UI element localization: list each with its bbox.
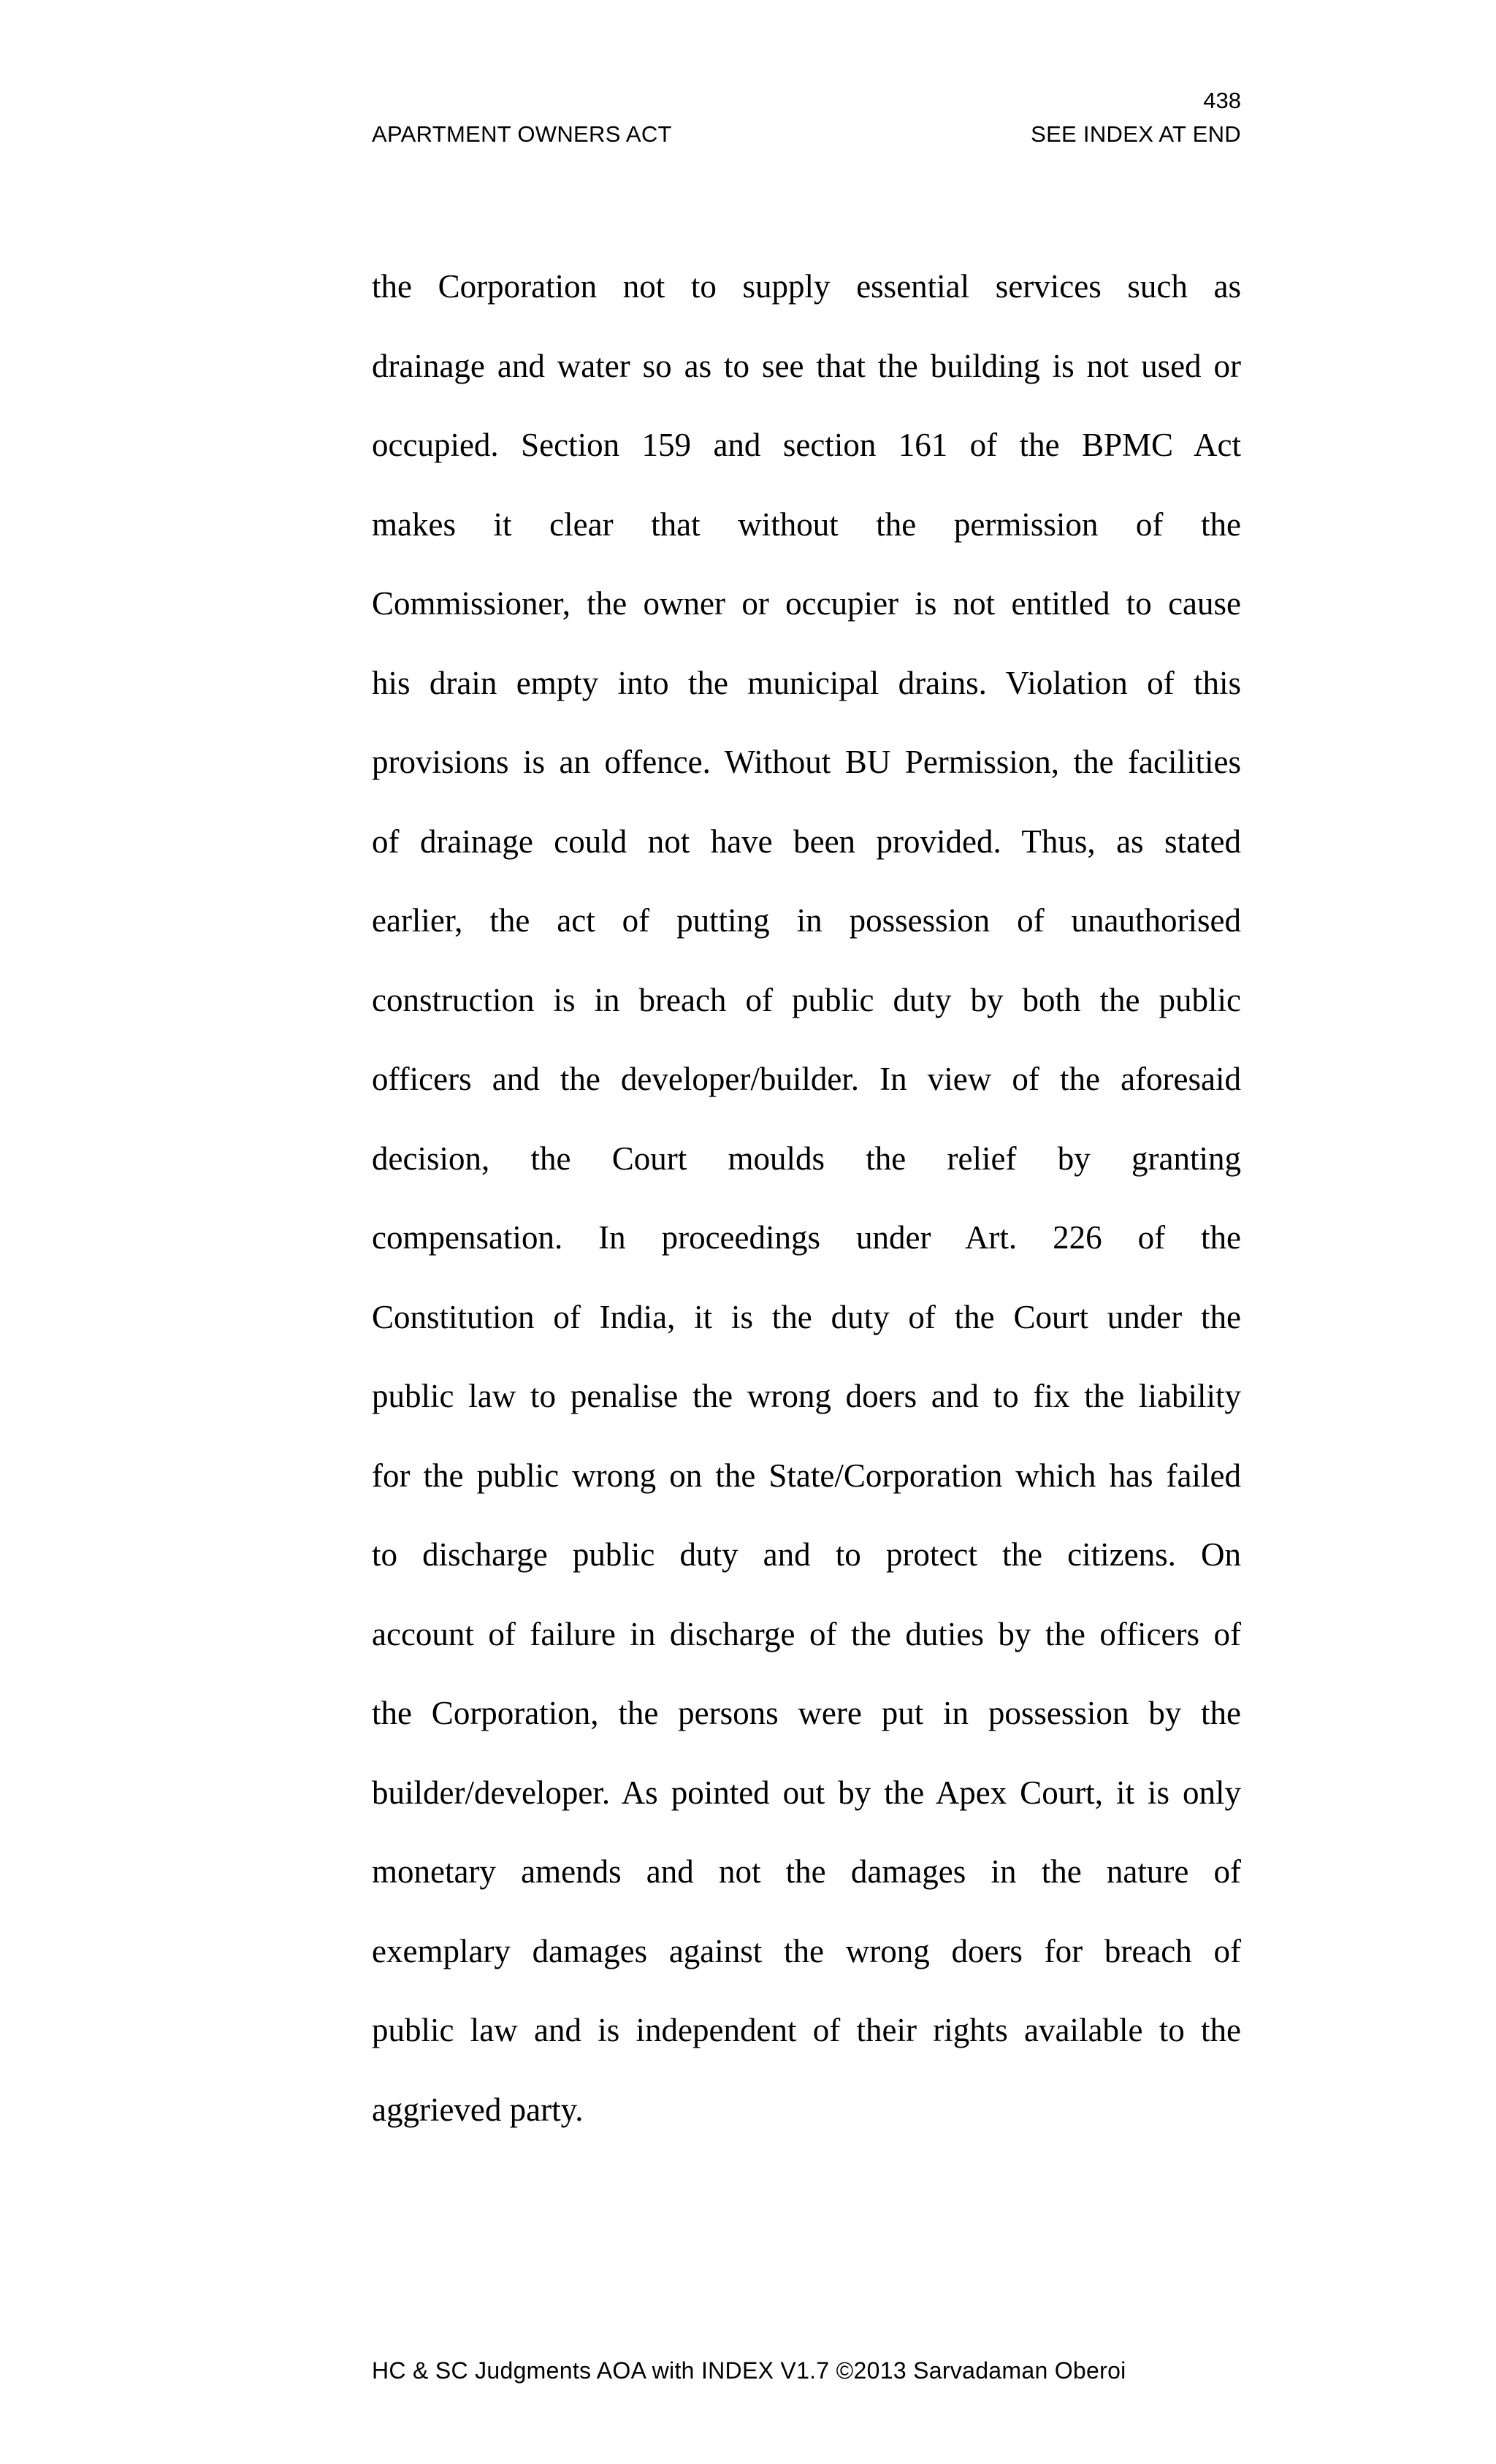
- body-line: monetary amends and not the damages in the nature of: [372, 1853, 1241, 1890]
- running-header-index-note: SEE INDEX AT END: [1031, 121, 1241, 147]
- body-line: officers and the developer/builder. In view of the aforesaid: [372, 1061, 1241, 1097]
- page-footer: HC & SC Judgments AOA with INDEX V1.7 ©2013 Sarvadaman Oberoi: [372, 2357, 1126, 2384]
- body-line-last: aggrieved party.: [372, 2091, 584, 2128]
- judgment-body-text: [372, 262, 1241, 2164]
- body-line: public law to penalise the wrong doers and to fix the liability: [372, 1378, 1241, 1414]
- body-line: to discharge public duty and to protect the citizens. On: [372, 1536, 1241, 1573]
- body-line: construction is in breach of public duty by both the public: [372, 981, 1241, 1018]
- body-line: public law and is independent of their rights available to the: [372, 2012, 1241, 2048]
- body-line: Commissioner, the owner or occupier is not entitled to cause: [372, 585, 1241, 622]
- body-line: Constitution of India, it is the duty of the Court under the: [372, 1298, 1241, 1335]
- body-line: the Corporation not to supply essential services such as: [372, 268, 1241, 305]
- body-line: account of failure in discharge of the duties by the officers of: [372, 1615, 1241, 1652]
- body-line: for the public wrong on the State/Corporation which has failed: [372, 1457, 1241, 1494]
- body-line: his drain empty into the municipal drains. Violation of this: [372, 664, 1241, 701]
- body-line: builder/developer. As pointed out by the Apex Court, it is only: [372, 1774, 1241, 1811]
- body-line: the Corporation, the persons were put in possession by the: [372, 1695, 1241, 1731]
- body-line: occupied. Section 159 and section 161 of the BPMC Act: [372, 427, 1241, 463]
- body-line: decision, the Court moulds the relief by granting: [372, 1140, 1241, 1177]
- body-line: provisions is an offence. Without BU Permission, the facilities: [372, 744, 1241, 780]
- body-line: compensation. In proceedings under Art. 226 of the: [372, 1219, 1241, 1256]
- page-number: 438: [1203, 88, 1241, 113]
- body-line: exemplary damages against the wrong doers for breach of: [372, 1932, 1241, 1969]
- body-line: of drainage could not have been provided. Thus, as stated: [372, 823, 1241, 860]
- body-line: makes it clear that without the permission of the: [372, 506, 1241, 543]
- running-header-title: APARTMENT OWNERS ACT: [372, 121, 672, 147]
- body-line: earlier, the act of putting in possession of unauthorised: [372, 902, 1241, 939]
- body-line: drainage and water so as to see that the building is not used or: [372, 347, 1241, 384]
